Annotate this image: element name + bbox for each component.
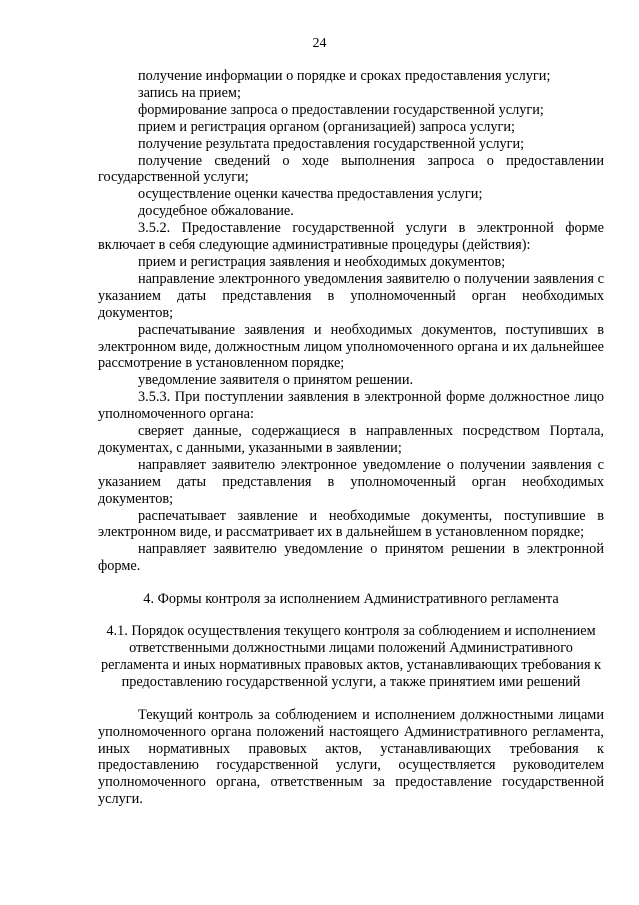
list-item: уведомление заявителя о принятом решении. (138, 372, 414, 389)
list-item: получение информации о порядке и сроках предоставления услуги; (138, 68, 551, 84)
list-item: осуществление оценки качества предоставления услуги; (138, 186, 483, 203)
document-body (98, 68, 604, 808)
list-item: прием и регистрация органом (организацией) запроса услуги; (138, 118, 516, 135)
section-4-1-paragraph: Текущий контроль за соблюдением и исполнением должностными лицами уполномоченного органа положений настоящего Административного регламента, иных нормативных правовых актов, устанавливающих требования к предоставлению государственной услуги, осуществляется руководителем уполномоченного органа, ответственным за предоставление государственной услуги. (98, 706, 604, 808)
list-item: направляет заявителю электронное уведомление о получении заявления с указанием даты представления в уполномоченный орган необходимых документов; (98, 456, 604, 507)
section-4-1-heading: 4.1. Порядок осуществления текущего контроля за соблюдением и исполнением ответственными должностными лицами положений Административного регламента и иных нормативных правовых актов, устанавливающих требования к предоставлению государственной услуги, а также принятием ими решений (100, 623, 602, 690)
clause-3-5-2-intro: 3.5.2. Предоставление государственной услуги в электронной форме включает в себя следующие административные процедуры (действия): (98, 220, 604, 254)
list-item: направление электронного уведомления заявителю о получении заявления с указанием даты представления в уполномоченный орган необходимых документов; (98, 270, 604, 321)
list-item: получение сведений о ходе выполнения запроса о предоставлении государственной услуги; (98, 152, 604, 186)
list-item: получение результата предоставления государственной услуги; (138, 135, 525, 152)
clause-3-5-3-intro: 3.5.3. При поступлении заявления в электронной форме должностное лицо уполномоченного органа: (98, 389, 604, 423)
section-4-heading: 4. Формы контроля за исполнением Административного регламента (143, 591, 559, 608)
list-item: прием и регистрация заявления и необходимых документов; (138, 253, 506, 270)
list-item: досудебное обжалование. (138, 203, 294, 220)
list-item: направляет заявителю уведомление о принятом решении в электронной форме. (98, 541, 604, 575)
page-number: 24 (312, 36, 327, 51)
list-item: распечатывание заявления и необходимых документов, поступивших в электронном виде, должностным лицом уполномоченного органа и их дальнейшее рассмотрение в установленном порядке; (98, 321, 604, 372)
list-item: запись на прием; (138, 84, 241, 101)
list-item: формирование запроса о предоставлении государственной услуги; (138, 101, 544, 118)
list-item: распечатывает заявление и необходимые документы, поступившие в электронном виде, и рассматривает их в дальнейшем в установленном порядке; (98, 507, 604, 541)
list-item: сверяет данные, содержащиеся в направленных посредством Портала, документах, с данными, указанными в заявлении; (98, 423, 604, 456)
